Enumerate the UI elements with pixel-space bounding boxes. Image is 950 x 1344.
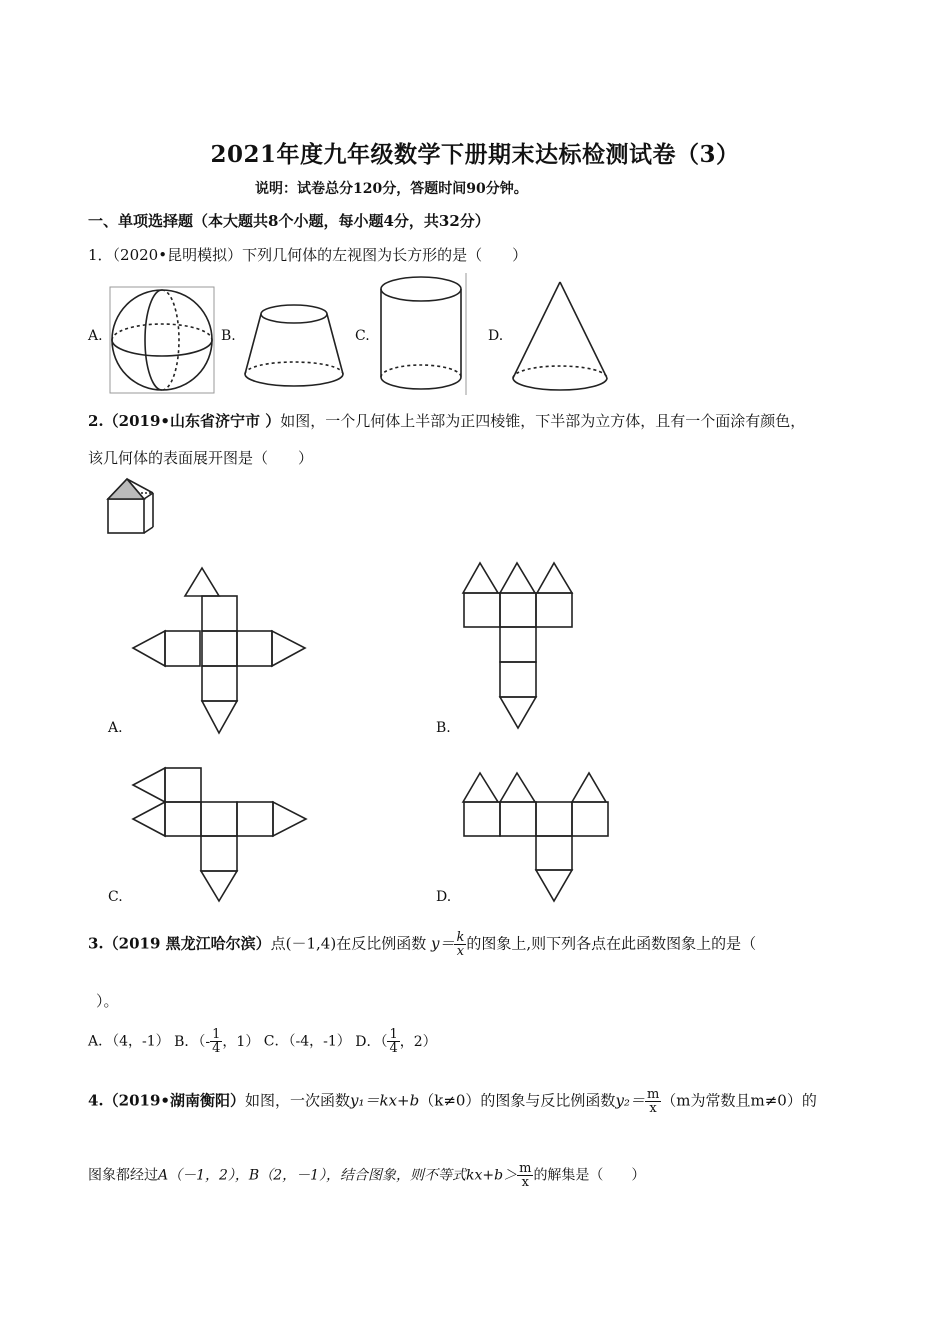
question-4-source: 4.（2019•湖南衡阳） [88, 1091, 245, 1110]
q1-option-c-label: C. [355, 328, 370, 344]
question-4-ineq: kx+b＞ [466, 1167, 518, 1184]
question-4-l2b: A（－1，2），B（2，－1），结合图象，则不等式 [158, 1167, 467, 1184]
q1-option-d-label: D. [488, 328, 504, 344]
q2-option-a-label: A. [108, 720, 123, 736]
question-3-text-b: 的图象上,则下列各点在此函数图象上的是（ [466, 934, 757, 953]
question-1-text: 1．（2020•昆明模拟）下列几何体的左视图为长方形的是（ ） [88, 246, 528, 264]
m-over-x-fraction-2 [517, 1162, 533, 1189]
question-3-line-2: ）。 [96, 992, 119, 1010]
question-4-l2c: 的解集是（ ） [533, 1167, 646, 1184]
question-4-t2: （k≠0）的图象与反比例函数 [419, 1091, 616, 1110]
x-denominator: x [454, 944, 466, 958]
question-2-line-2: 该几何体的表面展开图是（ ） [88, 449, 314, 467]
k-numerator: k [456, 930, 465, 945]
question-4-l2a: 图象都经过 [88, 1167, 158, 1184]
cone-figure [510, 280, 612, 394]
q3-option-b-fraction [210, 1028, 222, 1055]
q3-option-b-den: 4 [212, 1041, 221, 1056]
q3-option-d-num: 1 [389, 1027, 398, 1042]
sphere-figure [108, 285, 216, 395]
question-2-line-1 [88, 410, 805, 431]
question-4-line-2 [88, 1162, 645, 1189]
question-4-t1: 如图，一次函数 [245, 1091, 351, 1110]
q3-option-d-pre: D．（ [355, 1033, 388, 1050]
question-3-options [88, 1028, 437, 1055]
question-4-t3: （m为常数且m≠0）的 [661, 1091, 817, 1110]
m-numerator: m [646, 1087, 660, 1102]
question-2-text: 如图，一个几何体上半部为正四棱锥，下半部为立方体，且有一个面涂有颜色， [280, 412, 806, 430]
question-3-line-1 [88, 931, 756, 958]
q3-option-b-pre: B．（- [174, 1033, 211, 1050]
q3-option-c: C．（-4，-1） [263, 1033, 351, 1050]
q2-option-c-label: C. [108, 889, 123, 905]
q1-option-b-label: B. [221, 328, 236, 344]
net-c-figure [130, 766, 310, 906]
cylinder-figure [378, 273, 470, 395]
question-4-y2: y₂＝ [615, 1091, 645, 1110]
q3-option-b-post: ，1） [222, 1033, 260, 1050]
section-heading: 一、单项选择题（本大题共8个小题，每小题4分，共32分） [88, 212, 490, 230]
page-title: 2021年度九年级数学下册期末达标检测试卷（3） [210, 141, 740, 168]
net-d-figure [460, 770, 612, 904]
question-3-y-eq: y＝ [430, 934, 455, 953]
x-denominator-2: x [645, 1101, 661, 1115]
question-2-source: 2.（2019•山东省济宁市 ） [88, 412, 281, 430]
q3-option-d [355, 1027, 437, 1056]
frustum-figure [240, 300, 348, 392]
question-4-y1: y₁＝kx+b [350, 1091, 420, 1110]
m-numerator-2: m [519, 1161, 532, 1176]
q3-option-d-den: 4 [389, 1041, 398, 1056]
question-3-text-a: 点(－1,4)在反比例函数 [270, 934, 427, 953]
q3-option-b-num: 1 [212, 1027, 221, 1042]
question-4-line-1 [88, 1088, 817, 1115]
q1-option-a-label: A. [88, 328, 103, 344]
pyramid-cube-figure [105, 477, 157, 537]
net-a-figure [130, 568, 310, 738]
x-denominator-3: x [517, 1175, 533, 1189]
q2-option-d-label: D. [436, 889, 452, 905]
q3-option-d-fraction [387, 1028, 399, 1055]
question-3-source: 3.（2019 黑龙江哈尔滨） [88, 934, 271, 953]
q3-option-d-post: ，2） [399, 1033, 437, 1050]
m-over-x-fraction [645, 1088, 661, 1115]
q3-option-b [174, 1027, 260, 1056]
q2-option-b-label: B. [436, 720, 451, 736]
q3-option-a: A．（4，-1） [88, 1033, 170, 1050]
k-over-x-fraction [454, 931, 466, 958]
exam-note: 说明：试卷总分120分，答题时间90分钟。 [255, 181, 528, 197]
net-b-figure [460, 560, 580, 732]
